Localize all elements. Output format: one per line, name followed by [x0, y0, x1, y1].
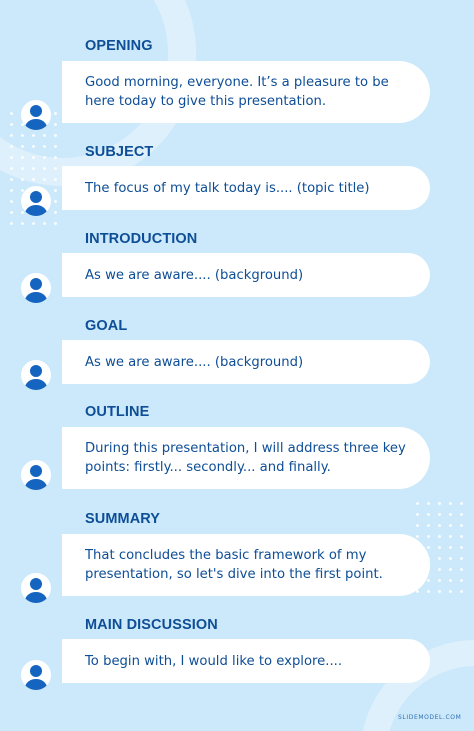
user-avatar-icon: [21, 360, 51, 390]
user-avatar-icon: [21, 573, 51, 603]
section-heading: GOAL: [85, 318, 128, 334]
speech-bubble: [62, 427, 430, 489]
footer-brand: SLIDEMODEL.COM: [398, 714, 462, 721]
speech-bubble: [62, 253, 430, 297]
section-heading: SUBJECT: [85, 144, 154, 160]
section-heading: MAIN DISCUSSION: [85, 617, 218, 633]
section-heading: SUMMARY: [85, 511, 161, 527]
user-avatar-icon: [21, 100, 51, 130]
speech-text: The focus of my talk today is.... (topic title): [85, 180, 370, 196]
section-heading: OUTLINE: [85, 404, 150, 420]
speech-text: As we are aware.... (background): [85, 267, 304, 283]
speech-text: That concludes the basic framework of my presentation, so let's dive into the first point.: [85, 548, 383, 582]
speech-text: During this presentation, I will address three key points: firstly... secondly... and finally.: [85, 441, 406, 475]
section-heading: INTRODUCTION: [85, 231, 198, 247]
speech-bubble: [62, 534, 430, 596]
speech-text: To begin with, I would like to explore....: [85, 653, 343, 669]
section-heading: OPENING: [85, 38, 153, 54]
speech-text: As we are aware.... (background): [85, 354, 304, 370]
speech-bubble: [62, 61, 430, 123]
user-avatar-icon: [21, 186, 51, 216]
speech-text: Good morning, everyone. It’s a pleasure to be here today to give this presentation.: [85, 75, 389, 109]
user-avatar-icon: [21, 273, 51, 303]
speech-bubble: [62, 639, 430, 683]
user-avatar-icon: [21, 660, 51, 690]
user-avatar-icon: [21, 460, 51, 490]
speech-bubble: [62, 166, 430, 210]
speech-bubble: [62, 340, 430, 384]
